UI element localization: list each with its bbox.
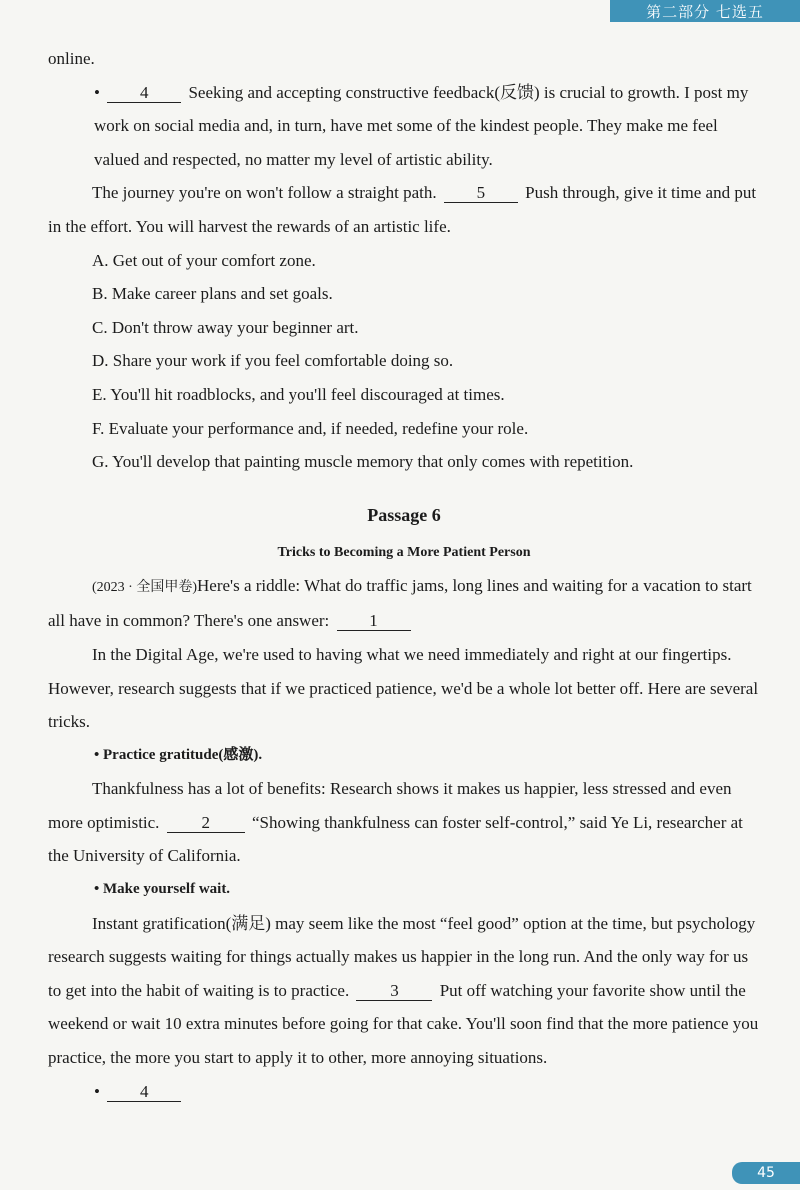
subheading-wait: • Make yourself wait. [94,881,231,898]
paragraph-last-bullet [48,1075,760,1109]
paragraph-text: Here's a riddle: What do traffic jams, long lines and waiting for a vacation to start all have in common? There's one answer: [48,575,752,631]
option-d: D. Share your work if you feel comfortable doing so. [92,351,454,371]
passage-title: Passage 6 [367,504,441,525]
paragraph-digital-age: In the Digital Age, we're used to having what we need immediately and right at our fingertips. However, research suggests that if we practiced patience, we'd be a whole lot better off. Here are several tricks. [48,644,759,732]
continued-line: online. [48,49,95,68]
paragraph-riddle [48,569,760,638]
answer-blank-3: 3 [356,982,432,1001]
paragraph-thankfulness [48,772,760,873]
bullet: • [94,82,100,102]
option-f: F. Evaluate your performance and, if needed, redefine your role. [92,418,529,438]
source-tag: (2023 · 全国甲卷) [92,579,197,595]
paragraph-text: “Showing thankfulness can foster self-control,” said Ye Li, researcher at the University of California. [48,812,743,866]
answer-blank-1: 1 [337,612,411,631]
paragraph-text: Thankfulness has a lot of benefits: Research shows it makes us happier, less stressed and even more optimistic. [48,779,732,832]
bullet: • [94,1081,100,1101]
section-header-tab: 第二部分 七选五 [610,0,800,22]
paragraph-journey [48,176,760,243]
article-title: Tricks to Becoming a More Patient Person [277,544,531,560]
paragraph-text: Seeking and accepting constructive feedback(反馈) is crucial to growth. I post my work on social media and, in turn, have met some of the kindest people. They make me feel valued and respected, no matter my level of artistic ability. [94,82,749,169]
paragraph-text: The journey you're on won't follow a straight path. [92,183,437,203]
answer-blank-4: 4 [107,84,181,103]
paragraph-gratification [48,907,760,1075]
page-number: 45 [732,1162,800,1184]
option-b: B. Make career plans and set goals. [92,284,333,304]
page-content [48,42,760,1108]
paragraph-text: Instant gratification(满足) may seem like the most “feel good” option at the time, but psychology research suggests waiting for things actually makes us happier in the long run. And the only way for us to get into the habit of waiting is to practice. [48,913,756,1000]
option-c: C. Don't throw away your beginner art. [92,317,359,337]
paragraph-feedback [48,76,760,177]
option-g: G. You'll develop that painting muscle memory that only comes with repetition. [92,452,634,472]
option-e: E. You'll hit roadblocks, and you'll feel discouraged at times. [92,384,505,404]
subheading-gratitude: • Practice gratitude(感激). [94,746,263,763]
answer-blank-2: 2 [167,814,245,833]
paragraph-text: Put off watching your favorite show until the weekend or wait 10 extra minutes before going for that cake. You'll soon find that the more patience you practice, the more you start to apply it to other, more annoying situations. [48,980,759,1068]
answer-blank-4b: 4 [107,1083,181,1102]
answer-blank-5: 5 [444,184,518,203]
option-a: A. Get out of your comfort zone. [92,250,316,270]
paragraph-text: Push through, give it time and put in the effort. You will harvest the rewards of an artistic life. [48,183,757,236]
